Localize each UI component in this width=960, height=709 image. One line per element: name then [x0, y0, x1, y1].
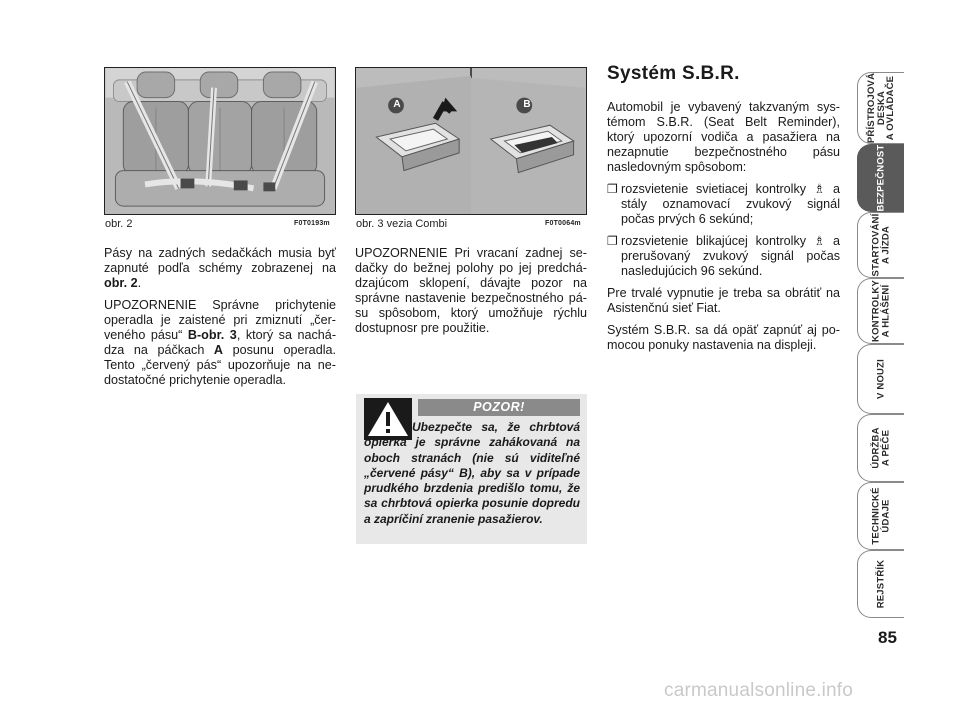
ref-fig-2: obr. 2	[104, 276, 138, 290]
tab-pristrojova-deska[interactable]: PŘÍSTROJOVÁ DESKA A OVLÁDAČE	[857, 72, 904, 144]
warning-heading: POZOR!	[418, 399, 580, 416]
figure-2-code: F0T0193m	[294, 220, 330, 227]
sbr-intro: Automobil je vybavený takzvaným systémom S.B.R. (Seat Belt Reminder), ktorý upozorní vodiča a pasažiera na nezapnutie bezpečnostného pásu nasledovným spôsobom:	[607, 100, 840, 174]
figure-3-code: F0T0064m	[545, 220, 581, 227]
seat-return-note: UPOZORNENIE Pri vracaní zadnej sedačky do bežnej polohy po jej predchádzajúcom sklopení, dávajte pozor na správne nastavenie bezpečnostného pásu spôsobom, ktorý umožňuje rýchlu dostupnosr pre použitie.	[355, 246, 587, 335]
figure-backrest-levers	[355, 67, 587, 215]
watermark: carmanualsonline.info	[664, 680, 854, 701]
tab-technicke-udaje[interactable]: TECHNICKÉ ÚDAJE	[857, 482, 904, 550]
ref-lever-a: A	[213, 343, 224, 357]
tab-rejstrik[interactable]: REJSTŘÍK	[857, 550, 904, 618]
checkbox-bullet-icon: ❐	[607, 234, 618, 248]
tab-bezpecnost[interactable]: BEZPEČNOST	[857, 144, 904, 212]
column-left-text	[104, 246, 336, 395]
tab-v-nouzi[interactable]: V NOUZI	[857, 344, 904, 414]
list-item: ❐ rozsvietenie svietiacej kontrolky ♗ a stály oznamovací zvukový signál počas prvých 6 sekúnd;	[607, 182, 840, 226]
warning-box	[356, 394, 587, 544]
section-title: Systém S.B.R.	[607, 63, 740, 84]
figure-3-caption: obr. 3 vezia Combi	[356, 218, 448, 230]
tab-startovani[interactable]: STARTOVÁNÍ A JÍZDA	[857, 212, 904, 278]
rear-seats-illustration	[105, 68, 335, 214]
rear-belts-paragraph: Pásy na zadných sedačkách musia byť zapnuté podľa schémy zobrazenej na obr. 2.	[104, 246, 336, 290]
backrest-lever-illustration	[356, 68, 586, 214]
backrest-note-paragraph: UPOZORNENIE Správne prichytenie operadla je zaistené pri zmiznutí „červeného pásu“ B-obr. 3, ktorý sa nachádza na páčkach A posunu operadla. Tento „červený pás“ upozorňuje na nedostatočné prichytenie operadla.	[104, 298, 337, 387]
column-right-text	[607, 100, 840, 360]
figure-2-caption: obr. 2	[105, 218, 133, 230]
sbr-disable-paragraph: Pre trvalé vypnutie je treba sa obrátiť na Asistenčnú sieť Fiat.	[607, 286, 840, 315]
warning-text: Ubezpečte sa, že chrbtová opierka je správne zahákovaná na oboch stranách (nie sú viditeľné „červené pásy“ B), aby sa v prípade prudkého brzdenia predišlo tomu, že sa chrbtová opierka posunie dopredu a zapríčiní zranenie pasažierov.	[364, 420, 580, 526]
figure-rear-seats	[104, 67, 336, 215]
label-a: A	[393, 99, 401, 110]
sbr-reenable-paragraph: Systém S.B.R. sa dá opäť zapnúť aj pomocou ponuky nastavenia na displeji.	[607, 323, 840, 352]
label-b: B	[523, 99, 531, 110]
checkbox-bullet-icon: ❐	[607, 182, 618, 196]
list-item: ❐ rozsvietenie blikajúcej kontrolky ♗ a prerušovaný zvukový signál počas nasledujúcich 96 sekúnd.	[607, 234, 840, 278]
ref-fig-3: B-obr. 3	[187, 328, 237, 342]
tab-kontrolky[interactable]: KONTROLKY A HLÁŠENÍ	[857, 278, 904, 344]
tab-udrzba[interactable]: ÚDRŽBA A PÉČE	[857, 414, 904, 482]
column-middle-text	[355, 246, 587, 343]
page-number: 85	[878, 628, 897, 647]
